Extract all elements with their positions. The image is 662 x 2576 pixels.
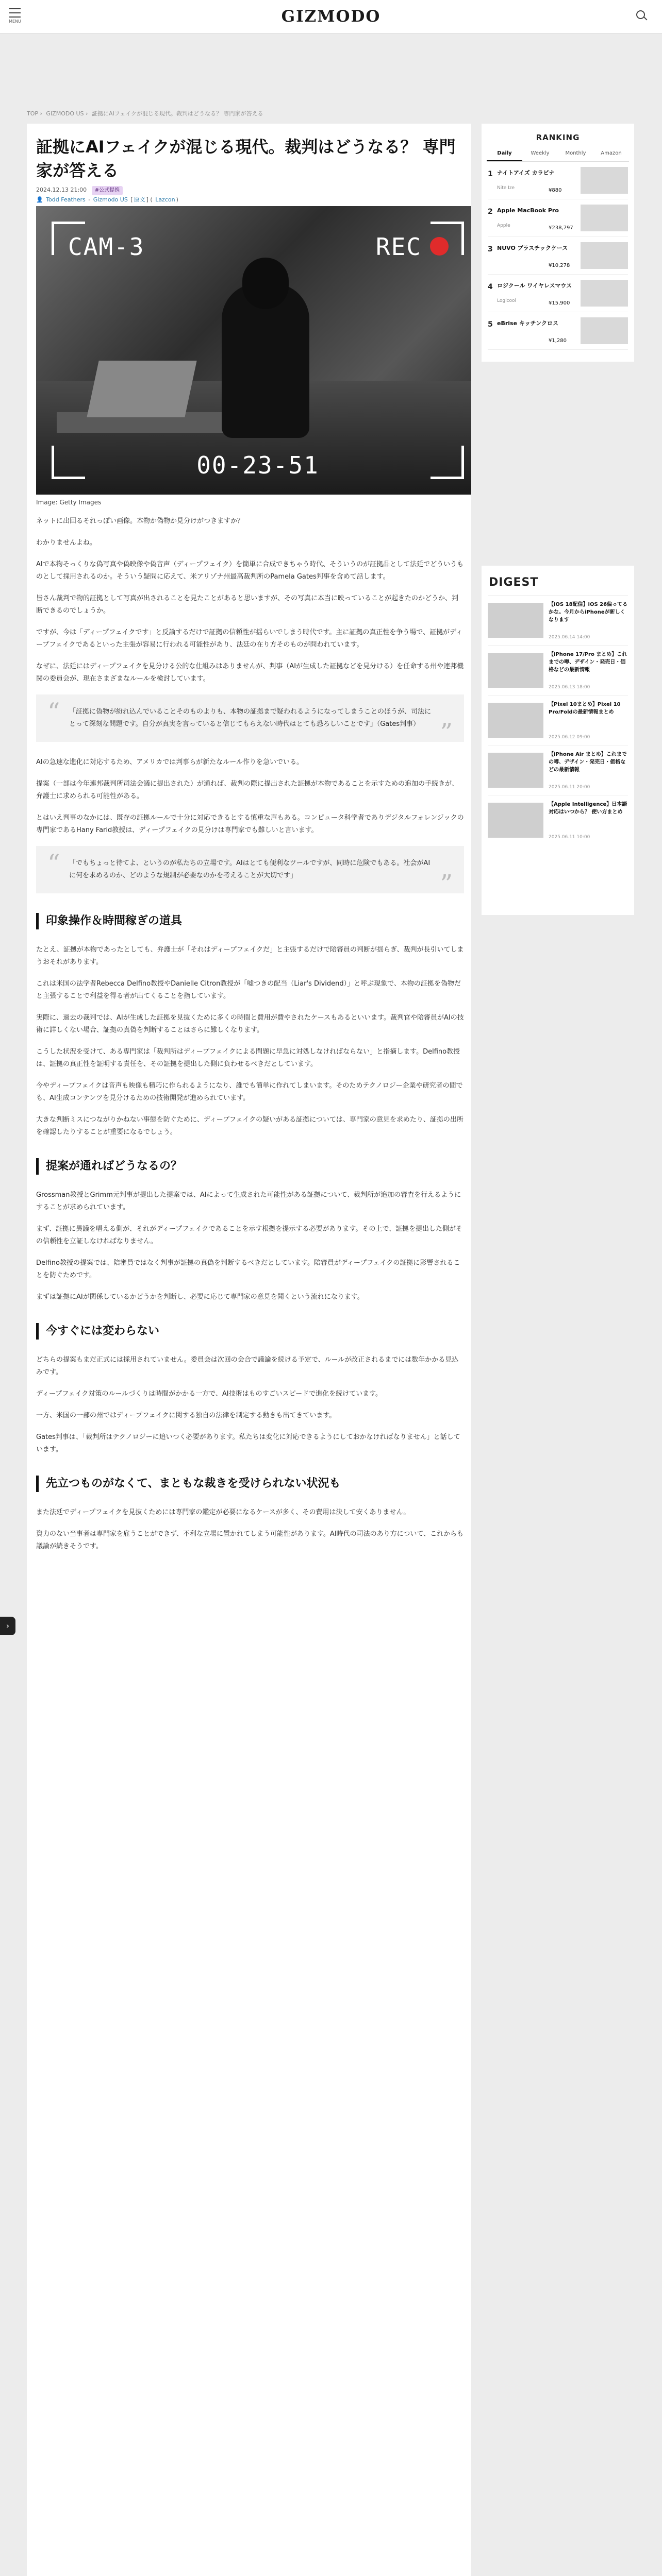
paragraph: どちらの提案もまだ正式には採用されていません。委員会は次回の会合で議論を続ける予定で、ルールが改正されるまでには数年かかる見込みです。 [36, 1356, 459, 1376]
section-heading: 提案が通ればどうなるの？ [36, 1158, 464, 1175]
section-heading: 印象操作＆時間稼ぎの道具 [36, 913, 464, 929]
product-thumbnail [581, 167, 628, 194]
digest-headline: 【iOS 18配信】iOS 26偏ってるかな。今月からiPhoneが新しくなります [549, 602, 628, 623]
rank-title: ナイトアイズ カラビナ [497, 170, 555, 176]
rank-number: 1 [488, 170, 493, 178]
rank-price: ¥880 [549, 188, 562, 193]
digest-thumbnail [488, 603, 543, 638]
digest-thumbnail [488, 803, 543, 838]
digest-date: 2025.06.12 09:00 [549, 735, 590, 740]
tab-amazon[interactable]: Amazon [601, 150, 622, 156]
timecode: 00-23-51 [196, 451, 319, 479]
paragraph: 皆さん裁判で物的証拠として写真が出されることを見たことがあると思いますが、その写真に本当に映っていることが起きたのかどうか、判断できるのでしょうか。 [36, 595, 459, 615]
quote-open-icon: “ [47, 698, 60, 726]
camera-label: CAM-3 [68, 233, 145, 261]
breadcrumb-home[interactable]: TOP [27, 110, 39, 117]
digest-widget [482, 566, 634, 915]
digest-date: 2025.06.11 20:00 [549, 785, 590, 790]
rank-price: ¥1,280 [549, 338, 567, 344]
digest-headline: 【Pixel 10まとめ】Pixel 10 Pro/Foldの最新情報まとめ [549, 702, 621, 715]
paragraph: ディープフェイク対策のルールづくりは時間がかかる一方で、AI技術はものすごいスピードで進化を続けています。 [36, 1390, 383, 1398]
author-icon: 👤 [36, 196, 43, 203]
ranking-item[interactable] [488, 312, 628, 350]
ranking-item[interactable] [488, 162, 628, 199]
breadcrumb-current: 証拠にAIフェイクが混じる現代。裁判はどうなる？ 専門家が答える [91, 110, 263, 117]
paragraph: なぜに、法廷にはディープフェイクを見分ける公的な仕組みはありませんが、判事（AIが生成した証拠などを見分ける）を任命する州や連邦機関の委員会が、現在さまざまなルールを検討しています。 [36, 663, 464, 683]
paragraph: Delfino教授の提案では、陪審員ではなく判事が証拠の真偽を判断するべきだとしています。陪審員がディープフェイクの証拠に影響されることを防ぐためです。 [36, 1259, 460, 1279]
digest-thumbnail [488, 653, 543, 688]
paragraph: 大きな判断ミスにつながりかねない事態を防ぐために、ディープフェイクの疑いがある証拠については、専門家の意見を求めたり、証拠の出所を確認したりすることが重要になるでしょう。 [36, 1116, 464, 1136]
rank-title: eBrise キッチンクロス [497, 320, 558, 327]
category-tag[interactable]: #公式提携 [92, 186, 123, 195]
ranking-tabs [487, 147, 629, 162]
tab-weekly[interactable]: Weekly [531, 150, 550, 156]
author-link[interactable]: Todd Feathers [46, 196, 86, 203]
rank-price: ¥15,900 [549, 300, 570, 306]
paragraph: 提案（一部は今年連邦裁判所司法会議に提出された）が通れば、裁判の際に提出された証拠が本物であることを示すための追加の手続きが、弁護士に求められる可能性がある。 [36, 780, 459, 800]
digest-item[interactable] [488, 745, 628, 795]
hero-image [36, 206, 471, 495]
paragraph: 一方、米国の一部の州ではディープフェイクに関する独自の法律を制定する動きも出てきています。 [36, 1412, 336, 1419]
menu-label: MENU [9, 19, 21, 24]
quote-text: 「でもちょっと待てよ、というのが私たちの立場です。AIはとても便利なツールですが、同時に危険でもある。社会がAIに何を求めるのか、どのような規制が必要なのかを考えることが大切です」 [69, 859, 431, 879]
paragraph: こうした状況を受けて、ある専門家は「裁判所はディープフェイクによる問題に早急に対処しなければならない」と指摘します。Delfino教授は、証拠の真正性を証明する責任を、その証拠を提出した側に負わせるべきだとしています。 [36, 1048, 460, 1068]
product-thumbnail [581, 317, 628, 344]
breadcrumb-section[interactable]: GIZMODO US [46, 110, 84, 117]
rank-number: 4 [488, 283, 493, 291]
digest-item[interactable] [488, 645, 628, 695]
article-body [36, 515, 464, 1562]
rank-brand: Logicool [497, 298, 517, 303]
laptop-illustration [87, 361, 196, 417]
paragraph: Gates判事は、「裁判所はテクノロジーに追いつく必要があります。私たちは変化に対応できるようにしておかなければなりません」と話しています。 [36, 1433, 460, 1453]
digest-thumbnail [488, 703, 543, 738]
quote-close-icon: ” [440, 870, 453, 899]
author-line: 👤 Todd Feathers - Gizmodo US [ 原文 ] ( Lazcon ) [36, 196, 178, 203]
quote-close-icon: ” [440, 718, 453, 747]
digest-headline: 【Apple Intelligence】日本語対応はいつから？ 使い方まとめ [549, 802, 627, 815]
paragraph: たとえ、証拠が本物であったとしても、弁護士が「それはディープフェイクだ」と主張するだけで陪審員の判断が揺らぎ、裁判が長引いてしまうおそれがあります。 [36, 946, 464, 966]
digest-headline: 【iPhone Air まとめ】これまでの噂、デザイン・発売日・価格などの最新情報 [549, 752, 627, 773]
digest-title: DIGEST [489, 576, 539, 589]
article-meta [36, 185, 464, 205]
breadcrumb: TOP › GIZMODO US › 証拠にAIフェイクが混じる現代。裁判はどうなる？ 専門家が答える [27, 110, 263, 117]
digest-item[interactable] [488, 795, 628, 845]
translator-link[interactable]: Lazcon [155, 196, 175, 203]
section-heading: 今すぐには変わらない [36, 1323, 464, 1340]
paragraph: AIで本物そっくりな偽写真や偽映像や偽音声（ディープフェイク）を簡単に合成できちゃう時代、そういうのが証拠品として法廷でどういうものとして採用されるのか。そういう疑問に応えて、米アリゾナ州最高裁判所のPamela Gates判事を含めて話します。 [36, 561, 464, 581]
section-heading: 先立つものがなくて、まともな裁きを受けられない状況も [36, 1476, 464, 1492]
quote-open-icon: “ [47, 849, 60, 878]
digest-item[interactable] [488, 595, 628, 645]
ranking-item[interactable] [488, 275, 628, 312]
site-logo[interactable]: GIZMODO [281, 7, 381, 26]
article [27, 124, 471, 2576]
rank-brand: Apple [497, 223, 510, 228]
site-header [0, 0, 662, 33]
digest-date: 2025.06.11 10:00 [549, 835, 590, 840]
paragraph: Grossman教授とGrimm元判事が提出した提案では、AIによって生成された可能性がある証拠について、裁判所が追加の審査を行えるようにすることが求められています。 [36, 1191, 461, 1211]
blockquote [36, 694, 464, 747]
paragraph: わかりませんよね。 [36, 539, 97, 547]
product-thumbnail [581, 205, 628, 231]
rank-brand: Nite Ize [497, 185, 515, 191]
blockquote [36, 846, 464, 899]
tab-daily[interactable]: Daily [487, 147, 522, 161]
rank-title: Apple MacBook Pro [497, 207, 559, 214]
digest-date: 2025.06.14 14:00 [549, 635, 590, 640]
side-arrow-button[interactable]: › [0, 1617, 15, 1635]
paragraph: 今やディープフェイクは音声も映像も精巧に作られるようになり、誰でも簡単に作れてしまいます。そのためテクノロジー企業や研究者の間でも、AI生成コンテンツを見分けるための技術開発が進められています。 [36, 1082, 463, 1102]
ranking-widget [482, 124, 634, 362]
paragraph: とはいえ判事のなかには、既存の証拠ルールで十分に対応できるとする慎重な声もある。コンピュータ科学者でありデジタルフォレンジックの専門家であるHany Farid教授は、ディープフェイクの見分けは専門家でも難しいと言います。 [36, 814, 464, 834]
paragraph: ネットに出回るそれっぽい画像。本物か偽物か見分けがつきますか？ [36, 517, 244, 525]
paragraph: 実際に、過去の裁判では、AIが生成した証拠を見抜くために多くの時間と費用が費やされたケースもあるといいます。裁判官や陪審員がAIの技術に詳しくない場合、証拠の真偽を判断することはさらに難しくなります。 [36, 1014, 464, 1034]
digest-thumbnail [488, 753, 543, 788]
quote-text: 「証拠に偽物が紛れ込んでいることそのものよりも、本物の証拠まで疑われるようになってしまうことのほうが、司法にとって深刻な問題です。自分が真実を言っていると信じてもらえない時代はとても恐ろしいことです」（Gates判事） [69, 708, 432, 728]
paragraph: まずは証拠にAIが関係しているかどうかを判断し、必要に応じて専門家の意見を聞くという流れになります。 [36, 1293, 364, 1301]
article-title: 証拠にAIフェイクが混じる現代。裁判はどうなる？ 専門家が答える [36, 137, 456, 180]
rank-price: ¥238,797 [549, 225, 573, 231]
tab-monthly[interactable]: Monthly [565, 150, 586, 156]
ranking-item[interactable] [488, 199, 628, 237]
search-button[interactable] [635, 9, 649, 23]
publish-date: 2024.12.13 21:00 [36, 187, 87, 193]
rec-label: REC [375, 233, 422, 261]
rank-title: NUVO プラスチックケース [497, 245, 568, 251]
paragraph: まず、証拠に異議を唱える側が、それがディープフェイクであることを示す根拠を提示する必要があります。その上で、証拠を提出した側がその信頼性を立証しなければなりません。 [36, 1225, 463, 1245]
publisher-link[interactable]: Gizmodo US [93, 196, 128, 203]
paragraph: ですが、今は「ディープフェイクです」と反論するだけで証拠の信頼性が揺らいでしまう時代です。主に証拠の真正性を争う場で、証拠がディープフェイクであるといった主張が容易に行われる可能性があり、法廷の在り方そのものが問われています。 [36, 629, 463, 649]
rank-price: ¥10,278 [549, 263, 570, 268]
digest-date: 2025.06.13 18:00 [549, 685, 590, 690]
paragraph: 資力のない当事者は専門家を雇うことができず、不利な立場に置かれてしまう可能性があります。AI時代の司法のあり方について、これからも議論が続きそうです。 [36, 1530, 464, 1550]
paragraph: AIの急速な進化に対応するため、アメリカでは判事らが新たなルール作りを急いでいる。 [36, 758, 304, 766]
paragraph: また法廷でディープフェイクを見抜くためには専門家の鑑定が必要になるケースが多く、その費用は決して安くありません。 [36, 1509, 410, 1516]
rank-title: ロジクール ワイヤレスマウス [497, 282, 572, 289]
rank-number: 2 [488, 208, 493, 216]
product-thumbnail [581, 242, 628, 269]
rank-number: 5 [488, 320, 493, 329]
image-credit: Image: Getty Images [36, 499, 102, 506]
digest-item[interactable] [488, 695, 628, 745]
rank-number: 3 [488, 245, 493, 253]
product-thumbnail [581, 280, 628, 307]
ranking-item[interactable] [488, 237, 628, 275]
ranking-title: RANKING [536, 133, 580, 142]
rec-dot-icon [430, 237, 449, 256]
paragraph: これは米国の法学者Rebecca Delfino教授やDanielle Citron教授が「嘘つきの配当（Liar's Dividend）」と呼ぶ現象で、本物の証拠を偽物だと主張することで利益を得る者が出てくることを指しています。 [36, 980, 461, 1000]
digest-headline: 【iPhone 17/Pro まとめ】これまでの噂、デザイン・発売日・価格などの最新情報 [549, 652, 627, 673]
original-link[interactable]: 原文 [134, 196, 145, 203]
